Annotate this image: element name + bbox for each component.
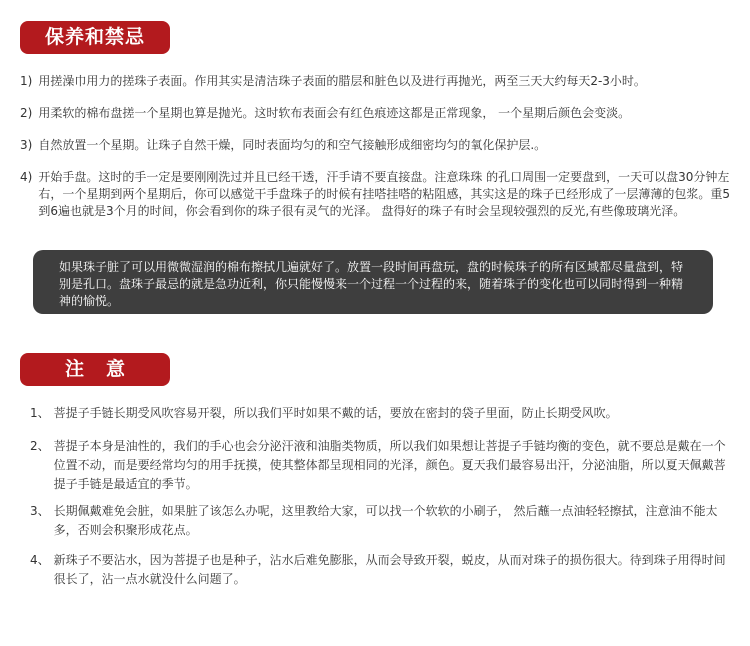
list-item [20, 137, 732, 154]
item-number: 2) [20, 106, 33, 120]
item-text: 长期佩戴难免会脏，如果脏了该怎么办呢，这里教给大家，可以找一个软软的小刷子， 然后蘸一点油轻轻擦拭，注意油不能太多，否则会积聚形成花点。 [53, 504, 718, 537]
section-title-notice: 注意 [20, 353, 170, 386]
item-number: 4) [20, 170, 33, 184]
item-text: 用搓澡巾用力的搓珠子表面。作用其实是清洁珠子表面的腊层和脏色以及进行再抛光，两至三天大约每天2-3小时。 [38, 74, 646, 88]
item-text: 菩提子本身是油性的，我们的手心也会分泌汗液和油脂类物质，所以我们如果想让菩提子手链均衡的变色，就不要总是戴在一个位置不动，而是要经常均匀的用手抚摸，使其整体都呈现相同的光泽，颜色。夏天我们最容易出汗，分泌油脂，所以夏天佩戴菩提子手链是最适宜的季节。 [53, 439, 726, 491]
item-text: 自然放置一个星期。让珠子自然干燥，同时表面均匀的和空气接触形成细密均匀的氧化保护层.。 [38, 138, 547, 152]
item-text: 用柔软的棉布盘搓一个星期也算是抛光。这时软布表面会有红色痕迹这都是正常现象， 一个星期后颜色会变淡。 [38, 106, 631, 120]
list-item [20, 73, 732, 90]
section-title-care: 保养和禁忌 [20, 21, 170, 54]
list-item [30, 551, 730, 589]
item-number: 3、 [30, 504, 50, 518]
list-item [20, 169, 732, 220]
list-item [20, 105, 732, 122]
item-number: 1、 [30, 406, 50, 420]
list-item [30, 404, 730, 423]
item-text: 开始手盘。这时的手一定是要刚刚洗过并且已经干透，汗手请不要直接盘。注意珠珠 的孔口周围一定要盘到，一天可以盘30分钟左右，一个星期到两个星期后，你可以感觉干手盘珠子的时候有挂嗒挂嗒的粘阻感，其实这是的珠子已经形成了一层薄薄的包浆。重5到6遍也就是3个月的时间，你会看到你的珠子很有灵气的光泽。 盘得好的珠子有时会呈现较强烈的反光,有些像玻璃光泽。 [38, 170, 730, 218]
care-note-callout: 如果珠子脏了可以用微微湿润的棉布擦拭几遍就好了。放置一段时间再盘玩，盘的时候珠子的所有区域都尽量盘到，特别是孔口。盘珠子最忌的就是急功近利，你只能慢慢来一个过程一个过程的来，随着珠子的变化也可以同时得到一种精神的愉悦。 [33, 250, 713, 314]
item-number: 1) [20, 74, 33, 88]
list-item [30, 437, 730, 494]
item-number: 4、 [30, 553, 50, 567]
item-number: 3) [20, 138, 33, 152]
item-number: 2、 [30, 439, 50, 453]
item-text: 新珠子不要沾水，因为菩提子也是种子，沾水后难免膨胀，从而会导致开裂，蜕皮，从而对珠子的损伤很大。待到珠子用得时间很长了，沾一点水就没什么问题了。 [53, 553, 726, 586]
item-text: 菩提子手链长期受风吹容易开裂，所以我们平时如果不戴的话，要放在密封的袋子里面，防止长期受风吹。 [53, 406, 618, 420]
list-item [30, 502, 730, 540]
